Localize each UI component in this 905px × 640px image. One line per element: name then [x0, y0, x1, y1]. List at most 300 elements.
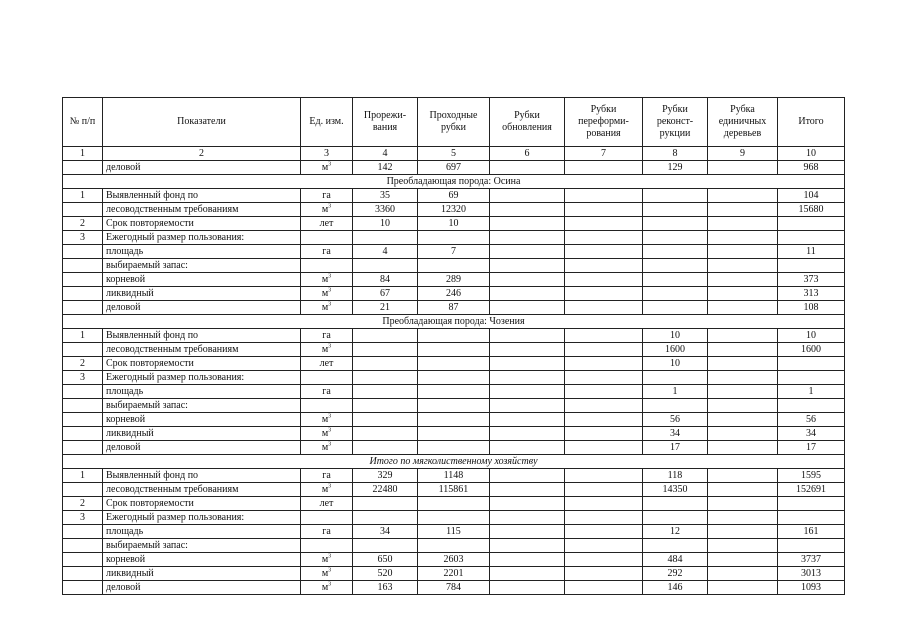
table-row — [63, 329, 845, 343]
col-reformation-cutting-cell — [565, 441, 643, 455]
document-page — [62, 97, 844, 595]
col-num-cell — [63, 567, 103, 581]
col-renewal-cutting-cell — [490, 287, 565, 301]
col-total-cell — [778, 217, 845, 231]
col-passage-cutting-cell — [418, 371, 490, 385]
col-unit-cell: $м^3$ — [301, 301, 353, 315]
section-heading-row — [63, 455, 845, 469]
col-passage-cutting-cell — [418, 497, 490, 511]
col-unit-cell: $м^3$ — [301, 483, 353, 497]
col-reformation-cutting-cell — [565, 553, 643, 567]
col-passage-cutting-cell: 69 — [418, 189, 490, 203]
column-number: 2 — [103, 147, 301, 161]
col-unit-cell: га — [301, 385, 353, 399]
col-renewal-cutting-cell — [490, 567, 565, 581]
col-total-cell — [778, 371, 845, 385]
header-col-num: № п/п — [63, 98, 103, 147]
col-reformation-cutting-cell — [565, 189, 643, 203]
col-reformation-cutting-cell — [565, 497, 643, 511]
col-thinning-cell: 35 — [353, 189, 418, 203]
header-col-thinning: Прорежи-вания — [353, 98, 418, 147]
col-reformation-cutting-cell — [565, 329, 643, 343]
column-number: 4 — [353, 147, 418, 161]
col-reconstruction-cutting-cell: 34 — [643, 427, 708, 441]
column-number: 1 — [63, 147, 103, 161]
col-num-cell — [63, 441, 103, 455]
col-reformation-cutting-cell — [565, 539, 643, 553]
col-thinning-cell: 22480 — [353, 483, 418, 497]
col-num-cell — [63, 203, 103, 217]
col-reconstruction-cutting-cell — [643, 511, 708, 525]
col-unit-cell — [301, 231, 353, 245]
col-reformation-cutting-cell — [565, 581, 643, 595]
col-reformation-cutting-cell — [565, 231, 643, 245]
col-single-tree-cutting-cell — [708, 245, 778, 259]
table-row — [63, 287, 845, 301]
col-num-cell — [63, 539, 103, 553]
col-passage-cutting-cell: 87 — [418, 301, 490, 315]
header-col-unit: Ед. изм. — [301, 98, 353, 147]
col-thinning-cell: 520 — [353, 567, 418, 581]
col-passage-cutting-cell: 246 — [418, 287, 490, 301]
col-reformation-cutting-cell — [565, 217, 643, 231]
col-passage-cutting-cell — [418, 231, 490, 245]
col-passage-cutting-cell — [418, 413, 490, 427]
table-row — [63, 497, 845, 511]
table-row — [63, 441, 845, 455]
col-indicator-cell: Ежегодный размер пользования: — [103, 511, 301, 525]
col-reconstruction-cutting-cell: 10 — [643, 329, 708, 343]
col-reconstruction-cutting-cell — [643, 217, 708, 231]
col-reconstruction-cutting-cell: 1600 — [643, 343, 708, 357]
col-single-tree-cutting-cell — [708, 441, 778, 455]
col-reconstruction-cutting-cell: 10 — [643, 357, 708, 371]
col-reformation-cutting-cell — [565, 357, 643, 371]
col-indicator-cell: корневой — [103, 273, 301, 287]
col-unit-cell — [301, 399, 353, 413]
col-total-cell: 34 — [778, 427, 845, 441]
section-heading-row — [63, 315, 845, 329]
col-single-tree-cutting-cell — [708, 483, 778, 497]
col-renewal-cutting-cell — [490, 511, 565, 525]
table-row — [63, 273, 845, 287]
col-thinning-cell — [353, 357, 418, 371]
col-passage-cutting-cell — [418, 343, 490, 357]
col-reformation-cutting-cell — [565, 371, 643, 385]
col-single-tree-cutting-cell — [708, 287, 778, 301]
section-heading-row — [63, 175, 845, 189]
col-reconstruction-cutting-cell — [643, 287, 708, 301]
col-reformation-cutting-cell — [565, 469, 643, 483]
col-indicator-cell: деловой — [103, 301, 301, 315]
col-reformation-cutting-cell — [565, 525, 643, 539]
col-num-cell — [63, 259, 103, 273]
table-row — [63, 385, 845, 399]
col-single-tree-cutting-cell — [708, 161, 778, 175]
section-title: Преобладающая порода: Чозения — [63, 315, 845, 329]
col-total-cell: 10 — [778, 329, 845, 343]
table-row — [63, 413, 845, 427]
col-renewal-cutting-cell — [490, 427, 565, 441]
header-col-reformation-cutting: Рубки переформи-рования — [565, 98, 643, 147]
col-passage-cutting-cell — [418, 427, 490, 441]
col-thinning-cell: 329 — [353, 469, 418, 483]
table-row — [63, 189, 845, 203]
col-num-cell — [63, 427, 103, 441]
col-passage-cutting-cell: 115861 — [418, 483, 490, 497]
col-unit-cell: $м^3$ — [301, 553, 353, 567]
col-reformation-cutting-cell — [565, 161, 643, 175]
table-row — [63, 217, 845, 231]
col-indicator-cell: Срок повторяемости — [103, 497, 301, 511]
col-unit-cell — [301, 539, 353, 553]
col-thinning-cell — [353, 343, 418, 357]
col-num-cell — [63, 581, 103, 595]
col-single-tree-cutting-cell — [708, 581, 778, 595]
col-unit-cell: $м^3$ — [301, 581, 353, 595]
col-thinning-cell — [353, 231, 418, 245]
col-renewal-cutting-cell — [490, 231, 565, 245]
col-indicator-cell: выбираемый запас: — [103, 539, 301, 553]
col-reformation-cutting-cell — [565, 259, 643, 273]
col-thinning-cell: 21 — [353, 301, 418, 315]
col-reformation-cutting-cell — [565, 511, 643, 525]
col-num-cell: 2 — [63, 357, 103, 371]
col-reformation-cutting-cell — [565, 399, 643, 413]
col-total-cell — [778, 357, 845, 371]
col-unit-cell: лет — [301, 217, 353, 231]
column-number: 7 — [565, 147, 643, 161]
col-total-cell: 1093 — [778, 581, 845, 595]
col-num-cell — [63, 525, 103, 539]
col-total-cell — [778, 497, 845, 511]
col-reconstruction-cutting-cell — [643, 539, 708, 553]
col-unit-cell: $м^3$ — [301, 427, 353, 441]
col-renewal-cutting-cell — [490, 203, 565, 217]
col-indicator-cell: деловой — [103, 441, 301, 455]
col-thinning-cell: 4 — [353, 245, 418, 259]
column-number: 9 — [708, 147, 778, 161]
col-reconstruction-cutting-cell — [643, 273, 708, 287]
col-passage-cutting-cell — [418, 539, 490, 553]
col-single-tree-cutting-cell — [708, 497, 778, 511]
col-num-cell — [63, 287, 103, 301]
col-indicator-cell: деловой — [103, 581, 301, 595]
table-body — [63, 98, 845, 595]
col-single-tree-cutting-cell — [708, 259, 778, 273]
col-thinning-cell — [353, 539, 418, 553]
col-passage-cutting-cell — [418, 511, 490, 525]
col-indicator-cell: Срок повторяемости — [103, 217, 301, 231]
col-thinning-cell: 84 — [353, 273, 418, 287]
col-single-tree-cutting-cell — [708, 427, 778, 441]
col-renewal-cutting-cell — [490, 483, 565, 497]
column-number: 8 — [643, 147, 708, 161]
table-row — [63, 343, 845, 357]
table-row — [63, 483, 845, 497]
col-total-cell — [778, 231, 845, 245]
table-row — [63, 511, 845, 525]
col-total-cell: 1 — [778, 385, 845, 399]
col-num-cell — [63, 413, 103, 427]
col-indicator-cell: ликвидный — [103, 567, 301, 581]
table-row — [63, 399, 845, 413]
col-single-tree-cutting-cell — [708, 385, 778, 399]
col-thinning-cell — [353, 413, 418, 427]
col-unit-cell — [301, 259, 353, 273]
col-total-cell — [778, 399, 845, 413]
col-single-tree-cutting-cell — [708, 189, 778, 203]
table-row — [63, 301, 845, 315]
col-num-cell — [63, 483, 103, 497]
col-renewal-cutting-cell — [490, 301, 565, 315]
col-reconstruction-cutting-cell: 12 — [643, 525, 708, 539]
col-total-cell: 313 — [778, 287, 845, 301]
col-renewal-cutting-cell — [490, 329, 565, 343]
col-renewal-cutting-cell — [490, 497, 565, 511]
col-indicator-cell: лесоводственным требованиям — [103, 343, 301, 357]
col-indicator-cell: корневой — [103, 553, 301, 567]
col-reconstruction-cutting-cell: 14350 — [643, 483, 708, 497]
column-number: 5 — [418, 147, 490, 161]
col-reformation-cutting-cell — [565, 287, 643, 301]
col-passage-cutting-cell — [418, 259, 490, 273]
col-reformation-cutting-cell — [565, 245, 643, 259]
col-reconstruction-cutting-cell: 118 — [643, 469, 708, 483]
col-num-cell: 3 — [63, 231, 103, 245]
col-passage-cutting-cell: 12320 — [418, 203, 490, 217]
col-num-cell: 3 — [63, 371, 103, 385]
col-renewal-cutting-cell — [490, 259, 565, 273]
col-single-tree-cutting-cell — [708, 343, 778, 357]
col-passage-cutting-cell: 7 — [418, 245, 490, 259]
col-num-cell — [63, 399, 103, 413]
col-thinning-cell — [353, 399, 418, 413]
col-thinning-cell — [353, 511, 418, 525]
col-unit-cell: га — [301, 469, 353, 483]
col-num-cell — [63, 343, 103, 357]
header-col-single-tree-cutting: Рубка единичных деревьев — [708, 98, 778, 147]
col-single-tree-cutting-cell — [708, 567, 778, 581]
col-unit-cell: $м^3$ — [301, 413, 353, 427]
table-row — [63, 371, 845, 385]
col-reconstruction-cutting-cell — [643, 497, 708, 511]
col-unit-cell — [301, 511, 353, 525]
col-indicator-cell: Срок повторяемости — [103, 357, 301, 371]
col-num-cell: 1 — [63, 329, 103, 343]
col-num-cell: 1 — [63, 189, 103, 203]
col-passage-cutting-cell: 115 — [418, 525, 490, 539]
col-num-cell — [63, 161, 103, 175]
col-total-cell — [778, 539, 845, 553]
col-single-tree-cutting-cell — [708, 525, 778, 539]
col-unit-cell: $м^3$ — [301, 441, 353, 455]
col-reformation-cutting-cell — [565, 301, 643, 315]
col-renewal-cutting-cell — [490, 189, 565, 203]
col-total-cell — [778, 259, 845, 273]
col-thinning-cell — [353, 329, 418, 343]
col-indicator-cell: Выявленный фонд по — [103, 329, 301, 343]
header-col-total: Итого — [778, 98, 845, 147]
col-num-cell: 1 — [63, 469, 103, 483]
col-renewal-cutting-cell — [490, 385, 565, 399]
col-renewal-cutting-cell — [490, 399, 565, 413]
col-total-cell: 15680 — [778, 203, 845, 217]
col-reformation-cutting-cell — [565, 567, 643, 581]
header-col-passage-cutting: Проходные рубки — [418, 98, 490, 147]
table-row — [63, 245, 845, 259]
col-renewal-cutting-cell — [490, 371, 565, 385]
col-indicator-cell: ликвидный — [103, 287, 301, 301]
header-col-reconstruction-cutting: Рубки реконст-рукции — [643, 98, 708, 147]
col-passage-cutting-cell — [418, 441, 490, 455]
col-reconstruction-cutting-cell — [643, 231, 708, 245]
col-passage-cutting-cell — [418, 329, 490, 343]
column-number: 6 — [490, 147, 565, 161]
col-renewal-cutting-cell — [490, 217, 565, 231]
col-total-cell: 161 — [778, 525, 845, 539]
col-indicator-cell: ликвидный — [103, 427, 301, 441]
col-single-tree-cutting-cell — [708, 203, 778, 217]
col-passage-cutting-cell — [418, 399, 490, 413]
col-reformation-cutting-cell — [565, 413, 643, 427]
col-unit-cell: $м^3$ — [301, 287, 353, 301]
table-row — [63, 469, 845, 483]
col-unit-cell: лет — [301, 497, 353, 511]
col-passage-cutting-cell: 697 — [418, 161, 490, 175]
column-number: 3 — [301, 147, 353, 161]
header-col-indicator: Показатели — [103, 98, 301, 147]
col-renewal-cutting-cell — [490, 161, 565, 175]
col-thinning-cell — [353, 441, 418, 455]
col-indicator-cell: Ежегодный размер пользования: — [103, 231, 301, 245]
col-total-cell: 968 — [778, 161, 845, 175]
col-single-tree-cutting-cell — [708, 399, 778, 413]
col-thinning-cell — [353, 497, 418, 511]
table-row — [63, 161, 845, 175]
header-row — [63, 98, 845, 147]
col-total-cell: 1600 — [778, 343, 845, 357]
col-renewal-cutting-cell — [490, 525, 565, 539]
col-passage-cutting-cell: 2603 — [418, 553, 490, 567]
col-unit-cell: $м^3$ — [301, 343, 353, 357]
col-num-cell — [63, 273, 103, 287]
col-unit-cell: га — [301, 245, 353, 259]
col-thinning-cell: 650 — [353, 553, 418, 567]
col-num-cell — [63, 553, 103, 567]
col-indicator-cell: лесоводственным требованиям — [103, 483, 301, 497]
col-num-cell — [63, 245, 103, 259]
col-renewal-cutting-cell — [490, 581, 565, 595]
col-unit-cell — [301, 371, 353, 385]
col-reconstruction-cutting-cell: 56 — [643, 413, 708, 427]
col-single-tree-cutting-cell — [708, 511, 778, 525]
table-row — [63, 203, 845, 217]
col-reconstruction-cutting-cell — [643, 245, 708, 259]
col-renewal-cutting-cell — [490, 357, 565, 371]
col-reformation-cutting-cell — [565, 343, 643, 357]
col-single-tree-cutting-cell — [708, 329, 778, 343]
col-unit-cell: га — [301, 189, 353, 203]
col-thinning-cell: 10 — [353, 217, 418, 231]
col-total-cell: 152691 — [778, 483, 845, 497]
col-unit-cell: га — [301, 329, 353, 343]
col-unit-cell: $м^3$ — [301, 273, 353, 287]
col-indicator-cell: Ежегодный размер пользования: — [103, 371, 301, 385]
col-reconstruction-cutting-cell: 292 — [643, 567, 708, 581]
col-passage-cutting-cell: 289 — [418, 273, 490, 287]
col-reformation-cutting-cell — [565, 273, 643, 287]
col-indicator-cell: деловой — [103, 161, 301, 175]
column-numbers-row — [63, 147, 845, 161]
table-row — [63, 539, 845, 553]
col-num-cell — [63, 385, 103, 399]
col-reconstruction-cutting-cell — [643, 189, 708, 203]
col-num-cell: 3 — [63, 511, 103, 525]
col-num-cell: 2 — [63, 217, 103, 231]
col-reconstruction-cutting-cell: 129 — [643, 161, 708, 175]
col-renewal-cutting-cell — [490, 469, 565, 483]
col-single-tree-cutting-cell — [708, 217, 778, 231]
col-indicator-cell: выбираемый запас: — [103, 259, 301, 273]
table-row — [63, 553, 845, 567]
col-total-cell: 17 — [778, 441, 845, 455]
table-row — [63, 357, 845, 371]
col-reformation-cutting-cell — [565, 203, 643, 217]
col-total-cell — [778, 511, 845, 525]
table-row — [63, 259, 845, 273]
col-thinning-cell — [353, 371, 418, 385]
col-indicator-cell: Выявленный фонд по — [103, 189, 301, 203]
forestry-table — [62, 97, 845, 595]
col-reconstruction-cutting-cell — [643, 371, 708, 385]
col-single-tree-cutting-cell — [708, 539, 778, 553]
col-reconstruction-cutting-cell — [643, 399, 708, 413]
table-row — [63, 525, 845, 539]
col-passage-cutting-cell — [418, 385, 490, 399]
col-passage-cutting-cell: 2201 — [418, 567, 490, 581]
col-passage-cutting-cell: 784 — [418, 581, 490, 595]
col-single-tree-cutting-cell — [708, 357, 778, 371]
col-indicator-cell: лесоводственным требованиям — [103, 203, 301, 217]
col-passage-cutting-cell: 1148 — [418, 469, 490, 483]
col-reconstruction-cutting-cell: 146 — [643, 581, 708, 595]
col-unit-cell: лет — [301, 357, 353, 371]
col-total-cell: 108 — [778, 301, 845, 315]
col-single-tree-cutting-cell — [708, 301, 778, 315]
col-renewal-cutting-cell — [490, 553, 565, 567]
col-thinning-cell — [353, 427, 418, 441]
col-total-cell: 1595 — [778, 469, 845, 483]
section-title: Итого по мягколиственному хозяйству — [63, 455, 845, 469]
col-single-tree-cutting-cell — [708, 231, 778, 245]
col-reformation-cutting-cell — [565, 483, 643, 497]
col-indicator-cell: площадь — [103, 385, 301, 399]
col-reconstruction-cutting-cell — [643, 301, 708, 315]
col-indicator-cell: площадь — [103, 525, 301, 539]
header-col-renewal-cutting: Рубки обновления — [490, 98, 565, 147]
col-single-tree-cutting-cell — [708, 413, 778, 427]
col-renewal-cutting-cell — [490, 245, 565, 259]
col-unit-cell: $м^3$ — [301, 567, 353, 581]
col-reconstruction-cutting-cell: 17 — [643, 441, 708, 455]
col-reformation-cutting-cell — [565, 385, 643, 399]
table-row — [63, 567, 845, 581]
col-single-tree-cutting-cell — [708, 469, 778, 483]
col-thinning-cell — [353, 385, 418, 399]
col-total-cell: 3013 — [778, 567, 845, 581]
col-thinning-cell: 3360 — [353, 203, 418, 217]
